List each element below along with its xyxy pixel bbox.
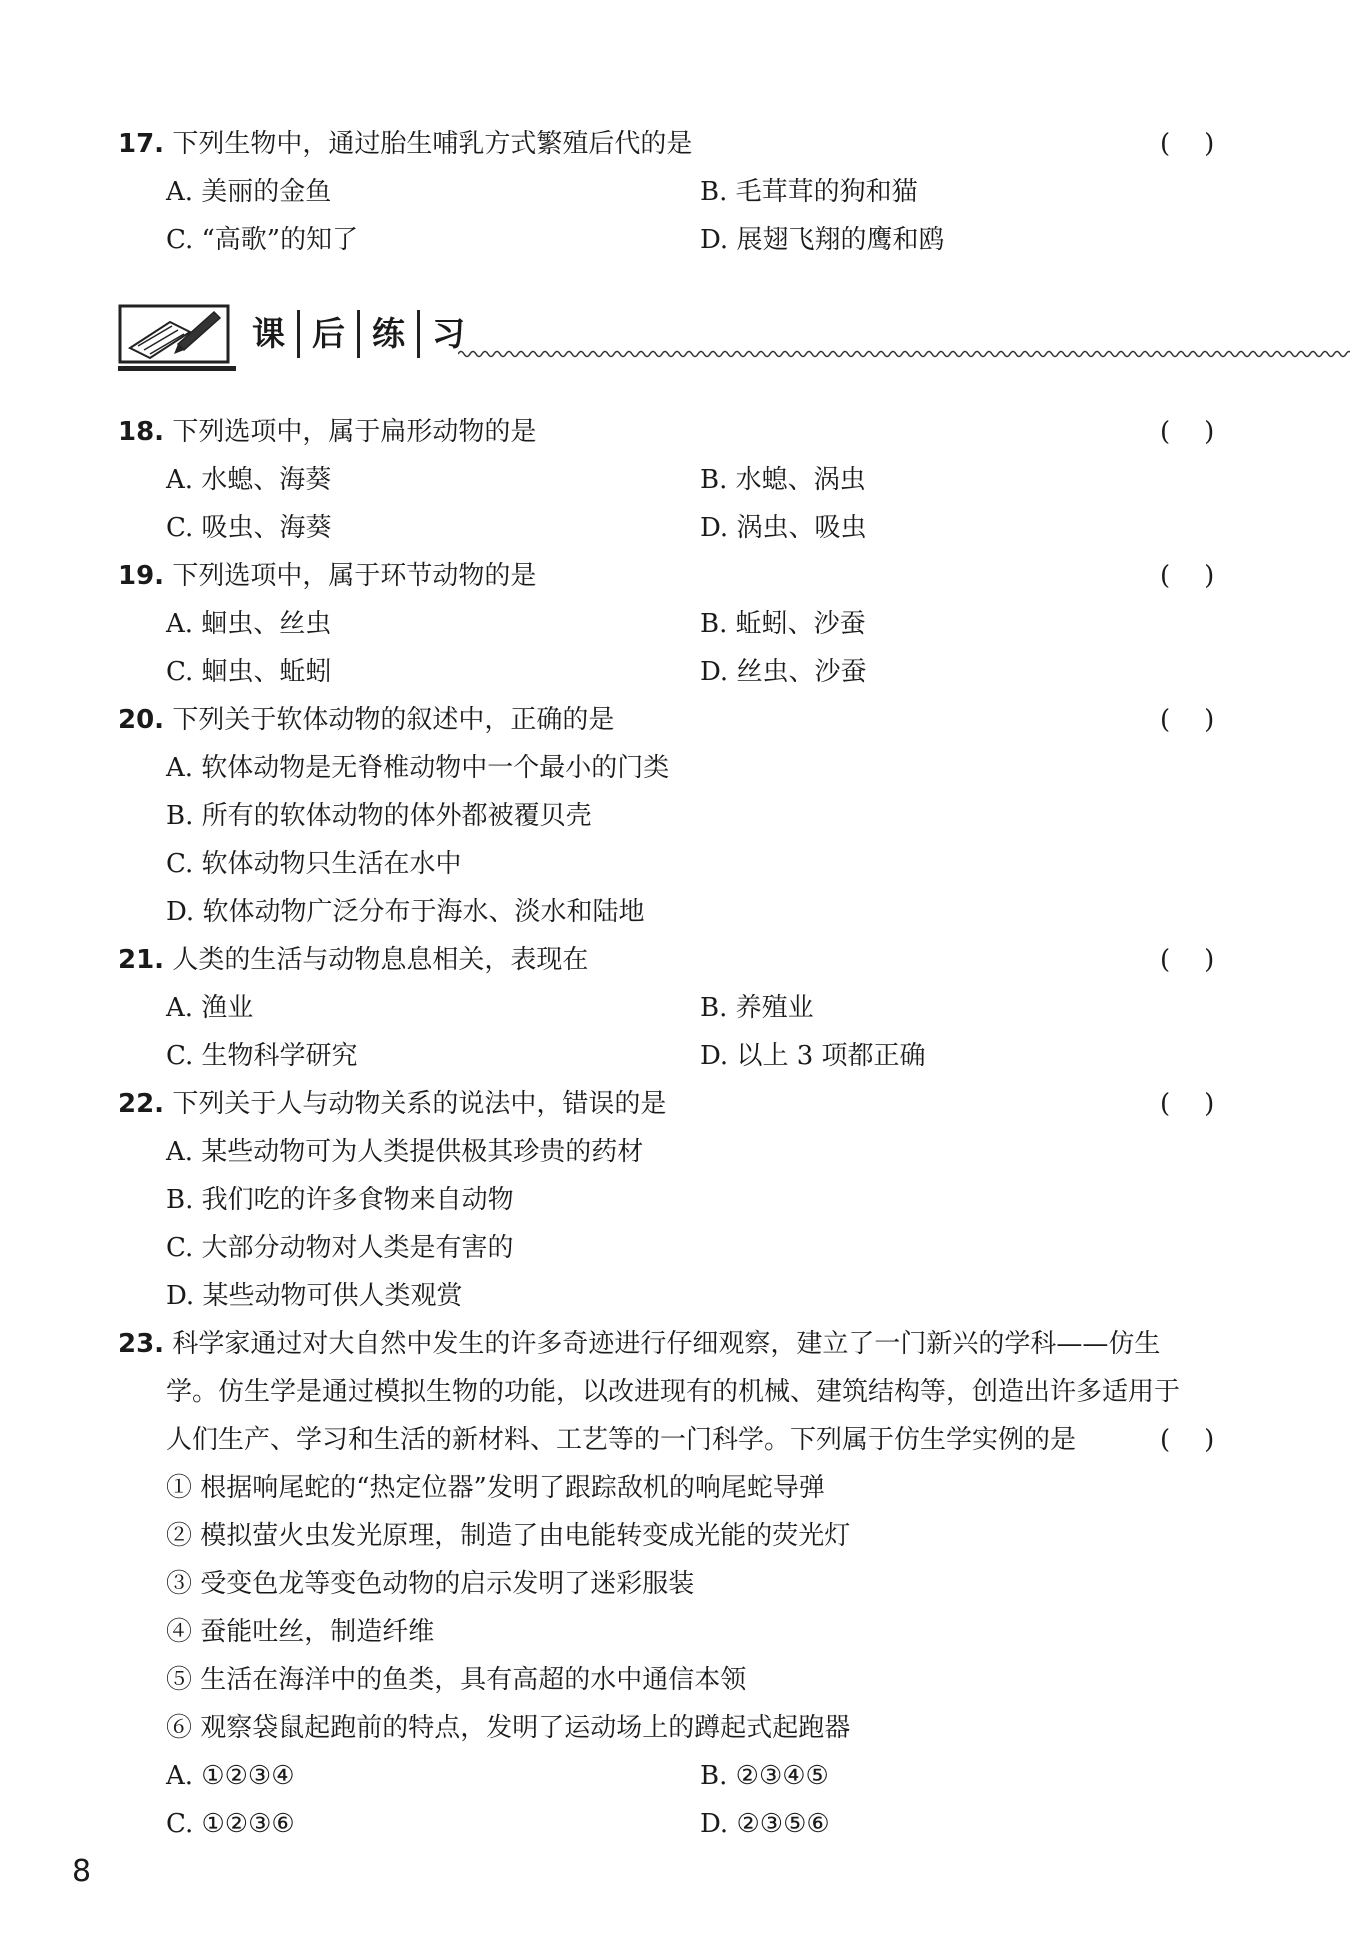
option-b[interactable]: B. 养殖业 [700, 993, 814, 1023]
page-number: 8 [72, 1854, 92, 1889]
option-c[interactable]: C. 蛔虫、蚯蚓 [166, 657, 332, 687]
section-title-char: 后 [300, 310, 360, 358]
question-17-stem [118, 120, 692, 168]
answer-bracket[interactable]: () [1160, 1089, 1249, 1119]
question-number: 21. [118, 945, 165, 975]
wavy-divider [458, 348, 1350, 360]
question-number: 22. [118, 1089, 165, 1119]
option-a[interactable]: A. 渔业 [166, 993, 254, 1023]
section-title-char: 习 [432, 314, 465, 353]
question-20-stem [118, 696, 614, 744]
answer-bracket[interactable]: () [1160, 945, 1249, 975]
question-text: 下列生物中，通过胎生哺乳方式繁殖后代的是 [172, 129, 693, 159]
option-b[interactable]: B. 水螅、涡虫 [700, 465, 866, 495]
answer-bracket[interactable]: () [1160, 1425, 1249, 1455]
question-number: 19. [118, 561, 165, 591]
option-b[interactable]: B. 所有的软体动物的体外都被覆贝壳 [166, 801, 592, 831]
statement-item: ③ 受变色龙等变色动物的启示发明了迷彩服装 [166, 1569, 695, 1599]
statement-item: ⑥ 观察袋鼠起跑前的特点，发明了运动场上的蹲起式起跑器 [166, 1713, 851, 1743]
statement-item: ④ 蚕能吐丝，制造纤维 [166, 1617, 435, 1647]
option-d[interactable]: D. 展翅飞翔的鹰和鸥 [700, 225, 945, 255]
option-d[interactable]: D. ②③⑤⑥ [700, 1809, 830, 1839]
option-b[interactable]: B. 蚯蚓、沙蚕 [700, 609, 866, 639]
question-text: 下列关于软体动物的叙述中，正确的是 [172, 705, 615, 735]
option-b[interactable]: B. ②③④⑤ [700, 1761, 829, 1791]
question-number: 18. [118, 417, 165, 447]
section-title-char: 课 [240, 310, 300, 358]
option-c[interactable]: C. “高歌”的知了 [166, 225, 359, 255]
question-text: 学。仿生学是通过模拟生物的功能，以改进现有的机械、建筑结构等，创造出许多适用于 [166, 1377, 1181, 1407]
option-d[interactable]: D. 丝虫、沙蚕 [700, 657, 867, 687]
question-number: 17. [118, 129, 165, 159]
question-text: 下列关于人与动物关系的说法中，错误的是 [172, 1089, 667, 1119]
option-d[interactable]: D. 某些动物可供人类观赏 [166, 1281, 463, 1311]
answer-bracket[interactable]: () [1160, 705, 1249, 735]
question-19-stem [118, 552, 536, 600]
pencil-notebook-icon [118, 304, 230, 364]
option-d[interactable]: D. 涡虫、吸虫 [700, 513, 867, 543]
section-title-char: 练 [360, 310, 420, 358]
option-c[interactable]: C. 吸虫、海葵 [166, 513, 332, 543]
option-a[interactable]: A. 水螅、海葵 [166, 465, 332, 495]
option-c[interactable]: C. ①②③⑥ [166, 1809, 295, 1839]
answer-bracket[interactable]: () [1160, 129, 1249, 159]
question-text: 下列选项中，属于扁形动物的是 [172, 417, 537, 447]
question-text: 人类的生活与动物息息相关，表现在 [172, 945, 589, 975]
header-underline [118, 366, 236, 371]
option-c[interactable]: C. 软体动物只生活在水中 [166, 849, 462, 879]
option-a[interactable]: A. 蛔虫、丝虫 [166, 609, 332, 639]
option-a[interactable]: A. 美丽的金鱼 [166, 177, 332, 207]
option-a[interactable]: A. 某些动物可为人类提供极其珍贵的药材 [166, 1137, 644, 1167]
option-c[interactable]: C. 生物科学研究 [166, 1041, 358, 1071]
question-22-stem [118, 1080, 666, 1128]
section-header [118, 300, 1238, 372]
question-number: 23. [118, 1329, 165, 1359]
statement-item: ① 根据响尾蛇的“热定位器”发明了跟踪敌机的响尾蛇导弹 [166, 1473, 825, 1503]
statement-item: ⑤ 生活在海洋中的鱼类，具有高超的水中通信本领 [166, 1665, 747, 1695]
option-a[interactable]: A. 软体动物是无脊椎动物中一个最小的门类 [166, 753, 670, 783]
question-number: 20. [118, 705, 165, 735]
statement-item: ② 模拟萤火虫发光原理，制造了由电能转变成光能的荧光灯 [166, 1521, 851, 1551]
option-d[interactable]: D. 以上 3 项都正确 [700, 1041, 926, 1071]
option-d[interactable]: D. 软体动物广泛分布于海水、淡水和陆地 [166, 897, 645, 927]
answer-bracket[interactable]: () [1160, 561, 1249, 591]
section-title [240, 310, 477, 358]
question-text: 科学家通过对大自然中发生的许多奇迹进行仔细观察，建立了一门新兴的学科——仿生 [172, 1329, 1161, 1359]
option-a[interactable]: A. ①②③④ [166, 1761, 295, 1791]
question-text: 下列选项中，属于环节动物的是 [172, 561, 537, 591]
question-21-stem [118, 936, 588, 984]
option-c[interactable]: C. 大部分动物对人类是有害的 [166, 1233, 514, 1263]
question-23-stem [118, 1320, 1160, 1368]
answer-bracket[interactable]: () [1160, 417, 1249, 447]
option-b[interactable]: B. 我们吃的许多食物来自动物 [166, 1185, 514, 1215]
question-18-stem [118, 408, 536, 456]
option-b[interactable]: B. 毛茸茸的狗和猫 [700, 177, 918, 207]
question-text: 人们生产、学习和生活的新材料、工艺等的一门科学。下列属于仿生学实例的是 [166, 1425, 1077, 1455]
